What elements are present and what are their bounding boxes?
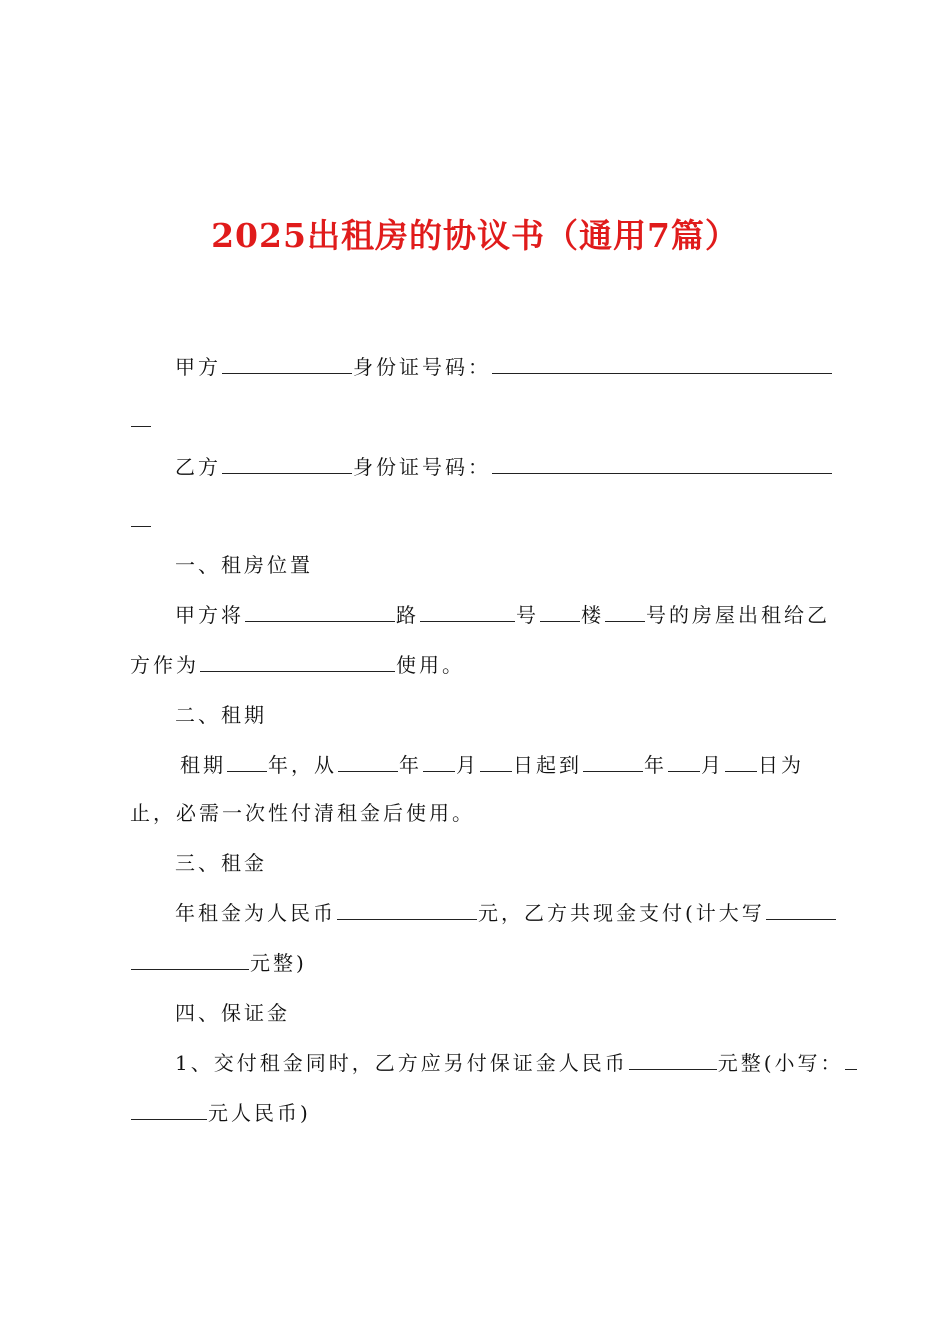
section-3-heading: 三、租金	[175, 851, 267, 875]
text: 元人民币)	[208, 1101, 311, 1125]
text: 路	[396, 603, 419, 627]
rent-uppercase-blank-cont	[131, 949, 249, 970]
section-2-paragraph-line2: 止，必需一次性付清租金后使用。	[130, 801, 475, 825]
deposit-lowercase-blank-cont	[131, 1099, 207, 1120]
text: 甲方将	[175, 603, 244, 627]
start-month-blank	[423, 751, 455, 772]
section-3-paragraph-line2	[130, 948, 830, 978]
usage-blank	[200, 651, 395, 672]
party-a-blank	[222, 353, 352, 374]
section-1-heading: 一、租房位置	[175, 553, 313, 577]
section-3-paragraph-line1	[175, 898, 830, 928]
text: 1、交付租金同时，乙方应另付保证金人民币	[175, 1051, 628, 1075]
number-blank	[420, 601, 515, 622]
id-b-blank	[492, 453, 832, 474]
party-a-label: 甲方	[175, 355, 221, 379]
text: 元，乙方共现金支付(计大写	[478, 901, 765, 925]
start-year-blank	[338, 751, 398, 772]
text: 租期	[180, 753, 226, 777]
text: 日起到	[513, 753, 582, 777]
section-4-paragraph-line1	[175, 1048, 844, 1078]
text: 号	[516, 603, 539, 627]
rent-amount-blank	[337, 899, 477, 920]
road-blank	[245, 601, 395, 622]
text: 月	[701, 753, 724, 777]
end-day-blank	[725, 751, 757, 772]
party-b-line	[175, 452, 830, 482]
rent-uppercase-blank	[766, 899, 836, 920]
party-b-blank	[222, 453, 352, 474]
section-1-paragraph-line2	[130, 650, 830, 680]
section-4-heading: 四、保证金	[175, 1001, 290, 1025]
document-title: 2025出租房的协议书（通用7篇）	[211, 216, 739, 255]
section-1-paragraph-line1	[175, 600, 830, 630]
room-blank	[605, 601, 645, 622]
section-2-heading: 二、租期	[175, 703, 267, 727]
text: 年，从	[268, 753, 337, 777]
deposit-amount-blank	[629, 1049, 717, 1070]
text: 年	[399, 753, 422, 777]
id-label-a: 身份证号码：	[353, 355, 491, 379]
text: 楼	[581, 603, 604, 627]
text: 年	[644, 753, 667, 777]
section-4-paragraph-line2	[130, 1098, 830, 1128]
years-blank	[227, 751, 267, 772]
continuation-blank	[131, 506, 151, 527]
text: 年租金为人民币	[175, 901, 336, 925]
id-a-blank	[492, 353, 832, 374]
text: 方作为	[130, 653, 199, 677]
text: 元整)	[250, 951, 307, 975]
end-month-blank	[668, 751, 700, 772]
text: 使用。	[396, 653, 465, 677]
continuation-blank	[131, 406, 151, 427]
text: 号的房屋出租给乙	[646, 603, 830, 627]
party-a-continuation	[130, 405, 830, 435]
party-b-label: 乙方	[175, 455, 221, 479]
text: 元整(小写：	[717, 1051, 844, 1075]
party-b-continuation	[130, 505, 830, 535]
id-label-b: 身份证号码：	[353, 455, 491, 479]
party-a-line	[175, 352, 830, 382]
section-2-paragraph-line1	[180, 750, 835, 780]
end-year-blank	[583, 751, 643, 772]
building-blank	[540, 601, 580, 622]
deposit-lowercase-blank	[845, 1049, 857, 1070]
start-day-blank	[480, 751, 512, 772]
text: 日为	[758, 753, 804, 777]
text: 月	[456, 753, 479, 777]
